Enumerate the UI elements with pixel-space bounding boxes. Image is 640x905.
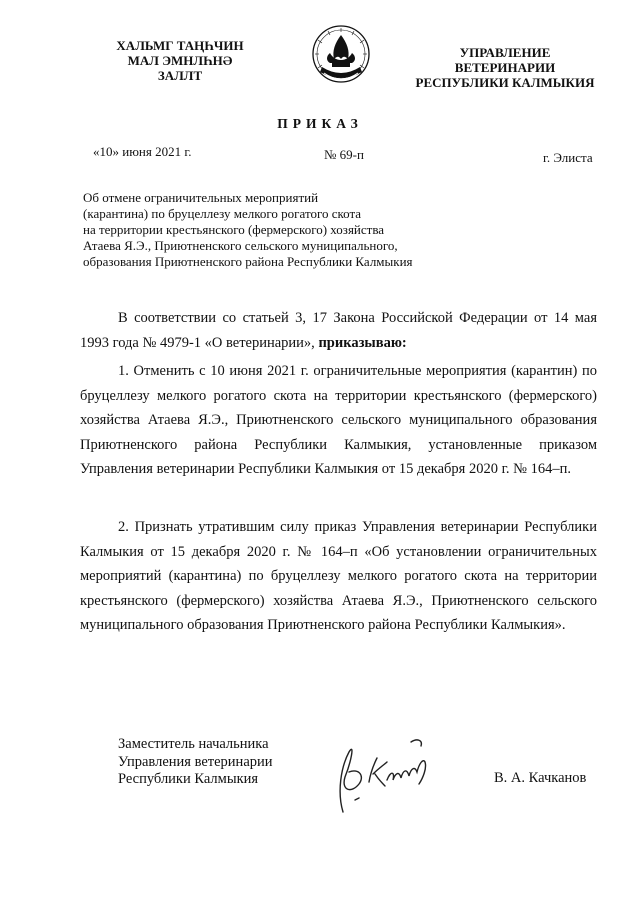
body-point-1 bbox=[80, 359, 597, 482]
subject-line: (карантина) по бруцеллезу мелкого рогатого скота bbox=[83, 206, 362, 221]
header-left-line: ХАЛЬМГ ТАҢҺЧИН bbox=[116, 38, 244, 53]
position-line: Управления ветеринарии bbox=[118, 753, 273, 770]
signer-name: В. А. Качканов bbox=[494, 770, 587, 786]
preamble-text: В соответствии со статьей 3, 17 Закона Российской Федерации от 14 мая 1993 года № 4979-1 «О ветеринарии», bbox=[80, 310, 597, 351]
subject-line: Об отмене ограничительных мероприятий bbox=[83, 190, 319, 205]
position-line: Республики Калмыкия bbox=[118, 771, 259, 787]
header-right-line: УПРАВЛЕНИЕ bbox=[459, 45, 551, 60]
header-right-line: ВЕТЕРИНАРИИ bbox=[454, 60, 556, 75]
point-1-text: 1. Отменить с 10 июня 2021 г. ограничительные мероприятия (карантин) по бруцеллезу мелкого рогатого скота на территории крестьянского (фермерского) хозяйства Атаева Я.Э., Приютненского сельского муниципального образования Приютненского района Республики Калмыкия, установленные приказом Управления ветеринарии Республики Калмыкия от 15 декабря 2020 г. № 164–п. bbox=[80, 363, 597, 477]
order-title: ПРИКАЗ bbox=[277, 116, 363, 131]
subject-line: образования Приютненского района Республики Калмыкия bbox=[83, 254, 413, 269]
order-number: № 69-п bbox=[324, 147, 364, 162]
header-right-org bbox=[405, 45, 605, 90]
kalmykia-emblem-icon bbox=[310, 23, 372, 89]
subject-line: Атаева Я.Э., Приютненского сельского муниципального, bbox=[83, 238, 398, 253]
order-subject bbox=[83, 190, 413, 270]
header-right-line: РЕСПУБЛИКИ КАЛМЫКИЯ bbox=[415, 75, 595, 90]
body-point-2 bbox=[80, 515, 597, 638]
position-line: Заместитель начальника bbox=[118, 736, 269, 752]
signatory-position bbox=[118, 736, 273, 789]
header-left-org bbox=[105, 38, 255, 83]
header-left-line: МАЛ ЭМНЛҺНӘ bbox=[127, 53, 233, 68]
subject-line: на территории крестьянского (фермерского) хозяйства bbox=[83, 222, 385, 237]
point-2-text: 2. Признать утратившим силу приказ Управления ветеринарии Республики Калмыкия от 15 декабря 2020 г. № 164–п «Об установлении ограничительных мероприятий (карантина) по бруцеллезу мелкого рогатого скота на территории крестьянского (фермерского) хозяйства Атаева Я.Э., Приютненского сельского муниципального образования Приютненского района Республики Калмыкия». bbox=[80, 519, 597, 633]
body-preamble bbox=[80, 306, 597, 355]
header-left-line: ЗАЛЛТ bbox=[157, 68, 203, 83]
handwritten-signature-icon bbox=[315, 722, 455, 822]
order-date: «10» июня 2021 г. bbox=[93, 144, 192, 159]
order-city: г. Элиста bbox=[543, 150, 593, 165]
preamble-decree: приказываю: bbox=[318, 334, 407, 351]
